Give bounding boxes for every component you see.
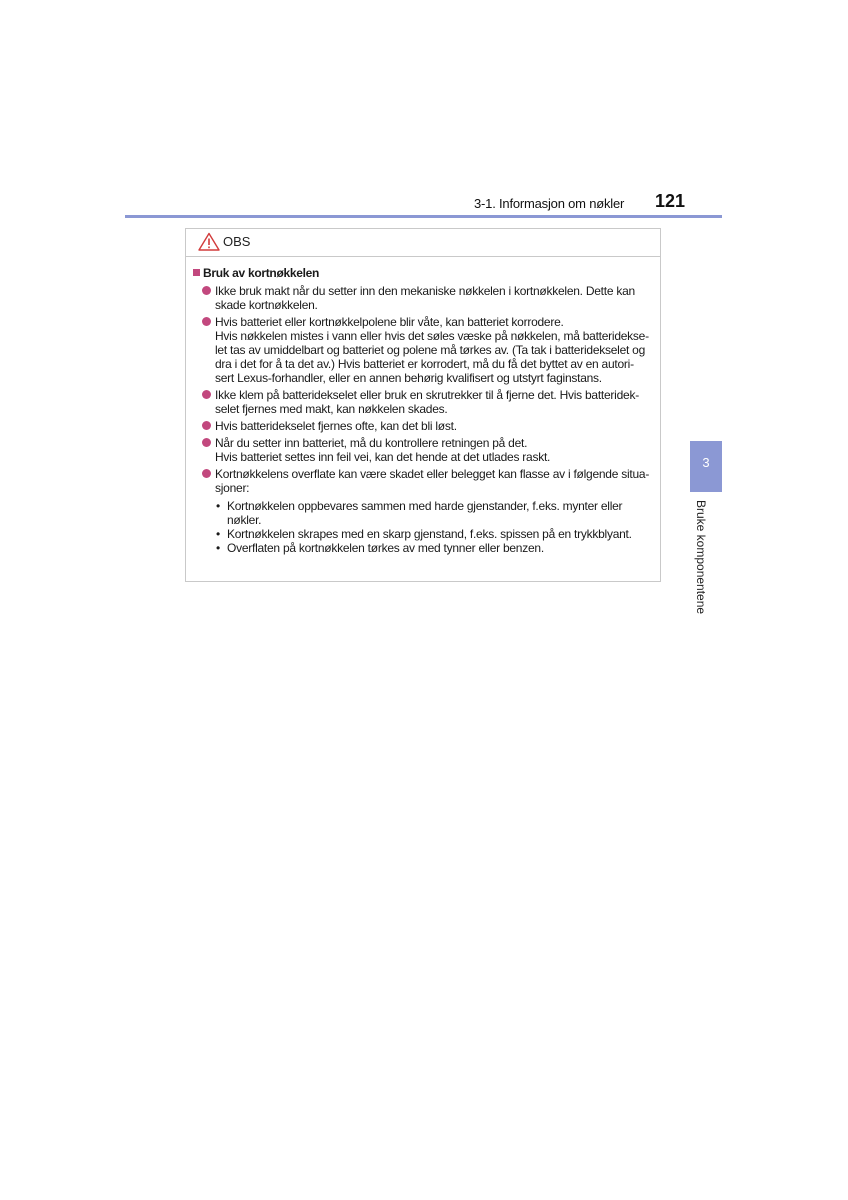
sub-list-item bbox=[215, 499, 656, 527]
header-rule bbox=[125, 215, 722, 218]
list-item-line: Hvis nøkkelen mistes i vann eller hvis det søles væske på nøkkelen, må batteridekse- bbox=[215, 329, 649, 343]
list-item-line: dra i det for å ta det av.) Hvis batteriet er korrodert, må du få det byttet av en autori- bbox=[215, 357, 634, 371]
list-item-line: Ikke bruk makt når du setter inn den mekaniske nøkkelen i kortnøkkelen. Dette kan bbox=[215, 284, 635, 298]
list-item-line: Hvis batteridekselet fjernes ofte, kan det bli løst. bbox=[215, 419, 457, 433]
list-item-line: Kortnøkkelens overflate kan være skadet eller belegget kan flasse av i følgende situa- bbox=[215, 467, 650, 481]
list-item-line: let tas av umiddelbart og batteriet og polene må tørkes av. (Ta tak i batteridekselet og bbox=[215, 343, 646, 357]
circle-bullet-icon bbox=[202, 421, 211, 430]
list-item bbox=[190, 436, 656, 464]
small-bullet-icon: • bbox=[216, 499, 220, 513]
notice-list bbox=[190, 284, 656, 555]
list-item-line: sjoner: bbox=[215, 481, 250, 495]
sub-list-item-line: Overflaten på kortnøkkelen tørkes av med tynner eller benzen. bbox=[227, 541, 544, 555]
sub-list-item-line: nøkler. bbox=[227, 513, 262, 527]
sub-list-item bbox=[215, 541, 656, 555]
notice-header bbox=[186, 229, 660, 257]
sub-list bbox=[215, 499, 656, 555]
circle-bullet-icon bbox=[202, 390, 211, 399]
circle-bullet-icon bbox=[202, 438, 211, 447]
list-item bbox=[190, 388, 656, 416]
sub-list-item-line: Kortnøkkelen oppbevares sammen med harde gjenstander, f.eks. mynter eller bbox=[227, 499, 623, 513]
list-item-line: selet fjernes med makt, kan nøkkelen skades. bbox=[215, 402, 448, 416]
list-item-line: Hvis batteriet eller kortnøkkelpolene blir våte, kan batteriet korrodere. bbox=[215, 315, 564, 329]
circle-bullet-icon bbox=[202, 286, 211, 295]
list-item-line: Hvis batteriet settes inn feil vei, kan det hende at det utlades raskt. bbox=[215, 450, 551, 464]
small-bullet-icon: • bbox=[216, 541, 220, 555]
chapter-label: Bruke komponentene bbox=[694, 500, 708, 615]
list-item-line: Ikke klem på batteridekselet eller bruk en skrutrekker til å fjerne det. Hvis batteridek- bbox=[215, 388, 639, 402]
list-item-line: sert Lexus-forhandler, eller en annen behørig kvalifisert og utstyrt faginstans. bbox=[215, 371, 602, 385]
section-heading-text: Bruk av kortnøkkelen bbox=[203, 266, 320, 280]
list-item bbox=[190, 284, 656, 312]
list-item bbox=[190, 419, 656, 433]
circle-bullet-icon bbox=[202, 469, 211, 478]
chapter-number: 3 bbox=[702, 455, 710, 470]
sub-list-item-line: Kortnøkkelen skrapes med en skarp gjenstand, f.eks. spissen på en trykkblyant. bbox=[227, 527, 632, 541]
notice-box bbox=[185, 228, 661, 582]
notice-title: OBS bbox=[223, 234, 251, 249]
page-number: 121 bbox=[655, 191, 686, 211]
sub-list-item bbox=[215, 527, 656, 541]
square-bullet-icon bbox=[193, 269, 200, 276]
list-item bbox=[190, 467, 656, 555]
list-item-line: skade kortnøkkelen. bbox=[215, 298, 318, 312]
circle-bullet-icon bbox=[202, 317, 211, 326]
chapter-tab bbox=[690, 441, 722, 492]
list-item bbox=[190, 315, 656, 385]
running-header-section: 3-1. Informasjon om nøkler bbox=[474, 196, 625, 211]
small-bullet-icon: • bbox=[216, 527, 220, 541]
warning-triangle-icon bbox=[198, 232, 220, 251]
section-heading bbox=[190, 266, 656, 280]
notice-section bbox=[190, 266, 656, 558]
list-item-line: Når du setter inn batteriet, må du kontrollere retningen på det. bbox=[215, 436, 528, 450]
